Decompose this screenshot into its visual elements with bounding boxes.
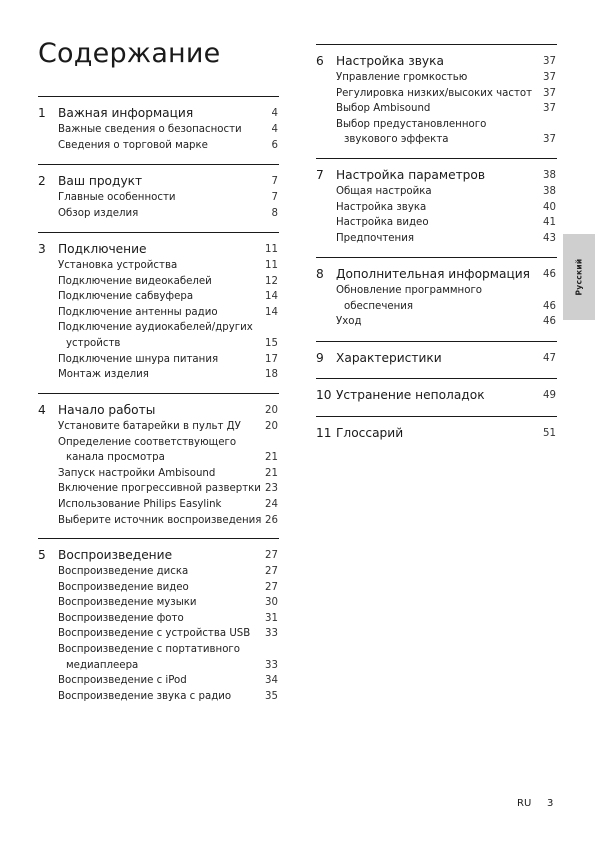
section-number: 5 xyxy=(38,548,46,562)
entry-page-number: 6 xyxy=(271,139,278,151)
toc-entry[interactable] xyxy=(38,689,279,705)
section-page-number: 46 xyxy=(543,269,556,280)
toc-entry[interactable] xyxy=(38,673,279,689)
footer-language: RU xyxy=(517,798,532,809)
entry-text: Подключение антенны радио xyxy=(58,306,218,318)
toc-entry[interactable] xyxy=(38,642,279,658)
entry-page-number: 46 xyxy=(543,316,556,328)
entry-page-number: 37 xyxy=(543,72,556,83)
entry-page-number: 24 xyxy=(265,498,278,510)
section-heading[interactable] xyxy=(316,167,557,184)
entry-text: Установка устройства xyxy=(58,260,178,271)
entry-page-number: 4 xyxy=(271,124,278,135)
section-page-number: 7 xyxy=(271,176,278,187)
entry-text: звукового эффекта xyxy=(344,134,449,146)
entry-text: Запуск настройки Ambisound xyxy=(58,467,216,479)
toc-entry[interactable] xyxy=(316,231,557,247)
section-heading[interactable] xyxy=(316,387,557,404)
section-page-number: 49 xyxy=(543,390,556,401)
entry-page-number: 37 xyxy=(543,103,556,115)
entry-page-number: 8 xyxy=(271,207,278,219)
entry-text: Подключение видеокабелей xyxy=(58,275,212,287)
entry-page-number: 38 xyxy=(543,186,556,197)
section-number: 4 xyxy=(38,403,46,417)
entry-text: Воспроизведение видео xyxy=(58,581,189,593)
footer-page-number: 3 xyxy=(547,798,554,809)
toc-section xyxy=(38,538,279,704)
section-title: Настройка звука xyxy=(336,54,444,68)
entry-page-number: 17 xyxy=(265,353,278,365)
toc-entry[interactable] xyxy=(316,184,557,200)
section-number: 10 xyxy=(316,388,332,402)
entry-page-number: 46 xyxy=(543,300,556,312)
toc-entry-continuation xyxy=(316,132,557,148)
toc-entry[interactable] xyxy=(38,289,279,305)
entry-page-number: 7 xyxy=(271,192,278,203)
toc-entry[interactable] xyxy=(38,320,279,336)
entry-page-number: 14 xyxy=(265,306,278,318)
toc-entry[interactable] xyxy=(38,497,279,513)
entry-page-number: 12 xyxy=(265,275,278,287)
toc-entry[interactable] xyxy=(38,481,279,497)
toc-entry[interactable] xyxy=(38,258,279,274)
entry-text: Установите батарейки в пульт ДУ xyxy=(58,421,241,432)
section-number: 9 xyxy=(316,351,324,365)
entry-text: Выбор предустановленного xyxy=(336,118,487,130)
toc-entry[interactable] xyxy=(38,611,279,627)
toc-entry[interactable] xyxy=(316,117,557,133)
entry-text: Общая настройка xyxy=(336,186,432,197)
entry-text: Включение прогрессивной развертки xyxy=(58,483,261,495)
entry-text: Уход xyxy=(336,316,362,328)
toc-section xyxy=(316,44,557,148)
entry-text: Сведения о торговой марке xyxy=(58,139,208,151)
toc-entry[interactable] xyxy=(38,419,279,435)
entry-page-number: 31 xyxy=(265,612,278,624)
toc-section xyxy=(316,158,557,246)
section-number: 8 xyxy=(316,267,324,281)
entry-page-number: 30 xyxy=(265,597,278,609)
toc-entry[interactable] xyxy=(316,70,557,86)
toc-entry[interactable] xyxy=(316,86,557,102)
section-page-number: 37 xyxy=(543,56,556,67)
entry-text: обеспечения xyxy=(344,300,414,312)
entry-text: Настройка звука xyxy=(336,201,427,213)
section-title: Характеристики xyxy=(336,351,442,365)
toc-entry[interactable] xyxy=(38,466,279,482)
entry-page-number: 37 xyxy=(543,87,556,99)
entry-text: Подключение шнура питания xyxy=(58,353,219,365)
page-title: Содержание xyxy=(38,38,221,69)
toc-entry-continuation xyxy=(38,336,279,352)
entry-text: Подключение сабвуфера xyxy=(58,291,194,303)
section-number: 3 xyxy=(38,242,46,256)
entry-text: Главные особенности xyxy=(58,192,176,203)
toc-entry[interactable] xyxy=(38,564,279,580)
section-heading[interactable] xyxy=(38,402,279,419)
entry-page-number: 26 xyxy=(265,514,278,526)
entry-page-number: 33 xyxy=(265,628,278,640)
entry-page-number: 14 xyxy=(265,291,278,303)
entry-text: Воспроизведение звука с радио xyxy=(58,690,232,702)
entry-page-number: 15 xyxy=(265,337,278,349)
section-number: 6 xyxy=(316,54,324,68)
section-page-number: 4 xyxy=(271,108,278,119)
toc-section xyxy=(316,378,557,404)
entry-text: Воспроизведение музыки xyxy=(58,597,197,609)
entry-page-number: 41 xyxy=(543,217,556,229)
toc-entry[interactable] xyxy=(38,580,279,596)
section-title: Ваш продукт xyxy=(58,174,143,188)
toc-entry-continuation xyxy=(316,299,557,315)
language-side-tab xyxy=(563,234,595,320)
entry-page-number: 27 xyxy=(265,581,278,593)
entry-text: Обновление программного xyxy=(336,285,483,296)
entry-text: устройств xyxy=(66,337,121,349)
entry-text: Монтаж изделия xyxy=(58,369,149,381)
entry-page-number: 37 xyxy=(543,134,556,146)
section-title: Дополнительная информация xyxy=(336,267,531,281)
section-page-number: 38 xyxy=(543,170,556,181)
toc-entry[interactable] xyxy=(38,274,279,290)
toc-entry[interactable] xyxy=(38,206,279,222)
entry-text: Регулировка низких/высоких частот xyxy=(336,87,533,99)
entry-text: Воспроизведение с iPod xyxy=(58,675,187,687)
language-side-tab-label: Русский xyxy=(574,258,584,296)
entry-text: Воспроизведение с портативного xyxy=(58,643,241,655)
entry-text: Воспроизведение фото xyxy=(58,612,184,624)
toc-entry-continuation xyxy=(38,658,279,674)
section-heading[interactable] xyxy=(38,547,279,564)
entry-page-number: 27 xyxy=(265,566,278,577)
toc-entry[interactable] xyxy=(316,200,557,216)
toc-section xyxy=(38,393,279,528)
section-heading[interactable] xyxy=(316,350,557,367)
section-title: Глоссарий xyxy=(336,426,404,440)
toc-entry[interactable] xyxy=(38,138,279,154)
toc-entry[interactable] xyxy=(316,314,557,330)
toc-entry[interactable] xyxy=(316,101,557,117)
entry-page-number: 18 xyxy=(265,369,278,381)
section-heading[interactable] xyxy=(38,105,279,122)
section-title: Настройка параметров xyxy=(336,168,486,182)
entry-page-number: 34 xyxy=(265,675,278,687)
section-number: 2 xyxy=(38,174,46,188)
toc-section xyxy=(38,164,279,221)
entry-text: Определение соответствующего xyxy=(58,436,237,448)
section-heading[interactable] xyxy=(316,425,557,442)
entry-page-number: 43 xyxy=(543,232,556,244)
section-number: 7 xyxy=(316,168,324,182)
entry-text: канала просмотра xyxy=(66,452,165,464)
toc-entry-continuation xyxy=(38,450,279,466)
toc-section xyxy=(316,341,557,367)
entry-text: Подключение аудиокабелей/других xyxy=(58,322,253,334)
section-heading[interactable] xyxy=(38,241,279,258)
section-title: Воспроизведение xyxy=(58,548,173,562)
section-page-number: 47 xyxy=(543,353,556,364)
section-heading[interactable] xyxy=(316,266,557,283)
entry-text: Настройка видео xyxy=(336,217,429,229)
section-page-number: 51 xyxy=(543,428,556,439)
entry-text: Обзор изделия xyxy=(58,207,139,219)
toc-entry[interactable] xyxy=(38,435,279,451)
entry-page-number: 35 xyxy=(265,690,278,702)
section-page-number: 27 xyxy=(265,550,278,561)
entry-text: Выбор Ambisound xyxy=(336,103,431,115)
section-number: 1 xyxy=(38,106,46,120)
toc-entry[interactable] xyxy=(316,215,557,231)
section-title: Подключение xyxy=(58,242,147,256)
entry-text: Предпочтения xyxy=(336,232,414,244)
entry-page-number: 40 xyxy=(543,201,556,213)
toc-entry[interactable] xyxy=(38,626,279,642)
toc-entry[interactable] xyxy=(38,352,279,368)
toc-entry[interactable] xyxy=(316,283,557,299)
toc-entry[interactable] xyxy=(38,190,279,206)
entry-text: Важные сведения о безопасности xyxy=(58,124,242,135)
toc-entry[interactable] xyxy=(38,305,279,321)
toc-section xyxy=(38,96,279,153)
entry-text: Воспроизведение диска xyxy=(58,566,189,577)
toc-entry[interactable] xyxy=(38,122,279,138)
toc-section xyxy=(316,257,557,330)
section-number: 11 xyxy=(316,426,332,440)
entry-page-number: 23 xyxy=(265,483,278,495)
section-heading[interactable] xyxy=(38,173,279,190)
section-heading[interactable] xyxy=(316,53,557,70)
section-page-number: 20 xyxy=(265,405,278,416)
toc-entry[interactable] xyxy=(38,367,279,383)
entry-text: Воспроизведение с устройства USB xyxy=(58,628,251,640)
section-title: Устранение неполадок xyxy=(336,388,485,402)
toc-entry[interactable] xyxy=(38,595,279,611)
entry-page-number: 33 xyxy=(265,659,278,671)
section-title: Важная информация xyxy=(58,106,194,120)
entry-text: медиаплеера xyxy=(66,659,139,671)
entry-page-number: 21 xyxy=(265,467,278,479)
toc-section xyxy=(316,416,557,442)
entry-page-number: 21 xyxy=(265,452,278,464)
section-page-number: 11 xyxy=(265,244,278,255)
section-title: Начало работы xyxy=(58,403,156,417)
entry-text: Использование Philips Easylink xyxy=(58,498,222,510)
entry-text: Выберите источник воспроизведения xyxy=(58,514,262,526)
toc-entry[interactable] xyxy=(38,513,279,529)
entry-page-number: 20 xyxy=(265,421,278,432)
entry-text: Управление громкостью xyxy=(336,72,468,83)
toc-section xyxy=(38,232,279,383)
entry-page-number: 11 xyxy=(265,260,278,271)
